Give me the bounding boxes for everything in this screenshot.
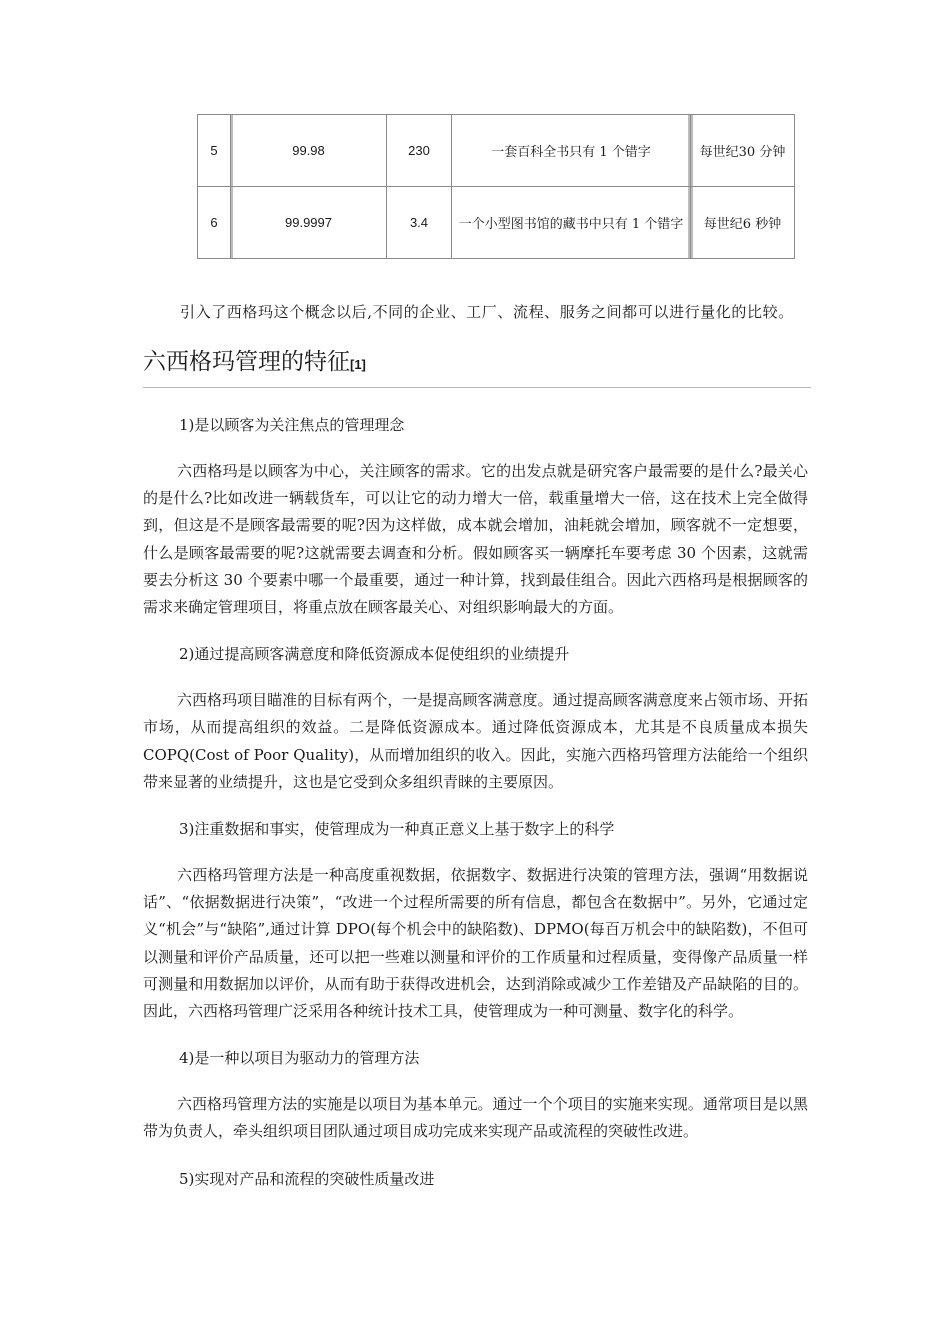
feature-heading-4: 4)是一种以项目为驱动力的管理方法 xyxy=(179,1049,420,1068)
yield-cell: 99.98 xyxy=(231,115,387,187)
feature-list xyxy=(143,410,808,1212)
feature-paragraph-3: 六西格玛管理方法是一种高度重视数据，依据数字、数据进行决策的管理方法，强调“用数据说话”、“依据数据进行决策”，“改进一个过程所需要的所有信息，都包含在数据中”。另外，它通过定义“机会”与“缺陷”,通过计算 DPO(每个机会中的缺陷数)、DPMO(每百万机会中的缺陷数)，不但可以测量和评价产品质量，还可以把一些难以测量和评价的工作质量和过程质量，变得像产品质量一样可测量和用数据加以评价，从而有助于获得改进机会，达到消除或减少工作差错及产品缺陷的目的。因此，六西格玛管理广泛采用各种统计技术工具，使管理成为一种可测量、数字化的科学。 xyxy=(143,866,808,1021)
section-title-text: 六西格玛管理的特征 xyxy=(143,349,350,375)
feature-paragraph-2: 六西格玛项目瞄准的目标有两个，一是提高顾客满意度。通过提高顾客满意度来占领市场、开拓市场，从而提高组织的效益。二是降低资源成本。通过降低资源成本，尤其是不良质量成本损失 COPQ(Cost of Poor Quality)，从而增加组织的收入。因此，实施六西格玛管理方法能给一个组织带来显著的业绩提升，这也是它受到众多组织青睐的主要原因。 xyxy=(143,691,808,791)
table-row xyxy=(198,187,795,259)
time-cell: 每世纪6 秒钟 xyxy=(691,187,795,259)
dpmo-cell: 230 xyxy=(387,115,452,187)
section-title xyxy=(143,343,366,376)
feature-heading-3: 3)注重数据和事实，使管理成为一种真正意义上基于数字上的科学 xyxy=(179,820,615,839)
time-cell: 每世纪30 分钟 xyxy=(691,115,795,187)
feature-heading-2: 2)通过提高顾客满意度和降低资源成本促使组织的业绩提升 xyxy=(179,645,570,664)
intro-paragraph: 引入了西格玛这个概念以后,不同的企业、工厂、流程、服务之间都可以进行量化的比较。 xyxy=(180,303,794,321)
section-divider xyxy=(143,387,811,388)
feature-paragraph-4: 六西格玛管理方法的实施是以项目为基本单元。通过一个个项目的实施来实现。通常项目是以黑带为负责人，牵头组织项目团队通过项目成功完成来实现产品或流程的突破性改进。 xyxy=(143,1095,808,1141)
sigma-level-table xyxy=(197,114,795,259)
citation-link[interactable]: [1] xyxy=(350,357,366,372)
analogy-cell: 一个小型图书馆的藏书中只有 1 个错字 xyxy=(452,187,691,259)
feature-paragraph-1: 六西格玛是以顾客为中心，关注顾客的需求。它的出发点就是研究客户最需要的是什么?最关心的是什么?比如改进一辆载货车，可以让它的动力增大一倍，载重量增大一倍，这在技术上完全做得到，但这是不是顾客最需要的呢?因为这样做，成本就会增加，油耗就会增加，顾客就不一定想要，什么是顾客最需要的呢?这就需要去调查和分析。假如顾客买一辆摩托车要考虑 30 个因素，这就需要去分析这 30 个要素中哪一个最重要，通过一种计算，找到最佳组合。因此六西格玛是根据顾客的需求来确定管理项目，将重点放在顾客最关心、对组织影响最大的方面。 xyxy=(143,462,808,617)
yield-cell: 99.9997 xyxy=(231,187,387,259)
sigma-level-cell: 5 xyxy=(198,115,231,187)
table-row xyxy=(198,115,795,187)
sigma-level-cell: 6 xyxy=(198,187,231,259)
analogy-cell: 一套百科全书只有 1 个错字 xyxy=(452,115,691,187)
feature-heading-1: 1)是以顾客为关注焦点的管理理念 xyxy=(179,416,405,434)
feature-heading-5: 5)实现对产品和流程的突破性质量改进 xyxy=(179,1169,435,1188)
dpmo-cell: 3.4 xyxy=(387,187,452,259)
